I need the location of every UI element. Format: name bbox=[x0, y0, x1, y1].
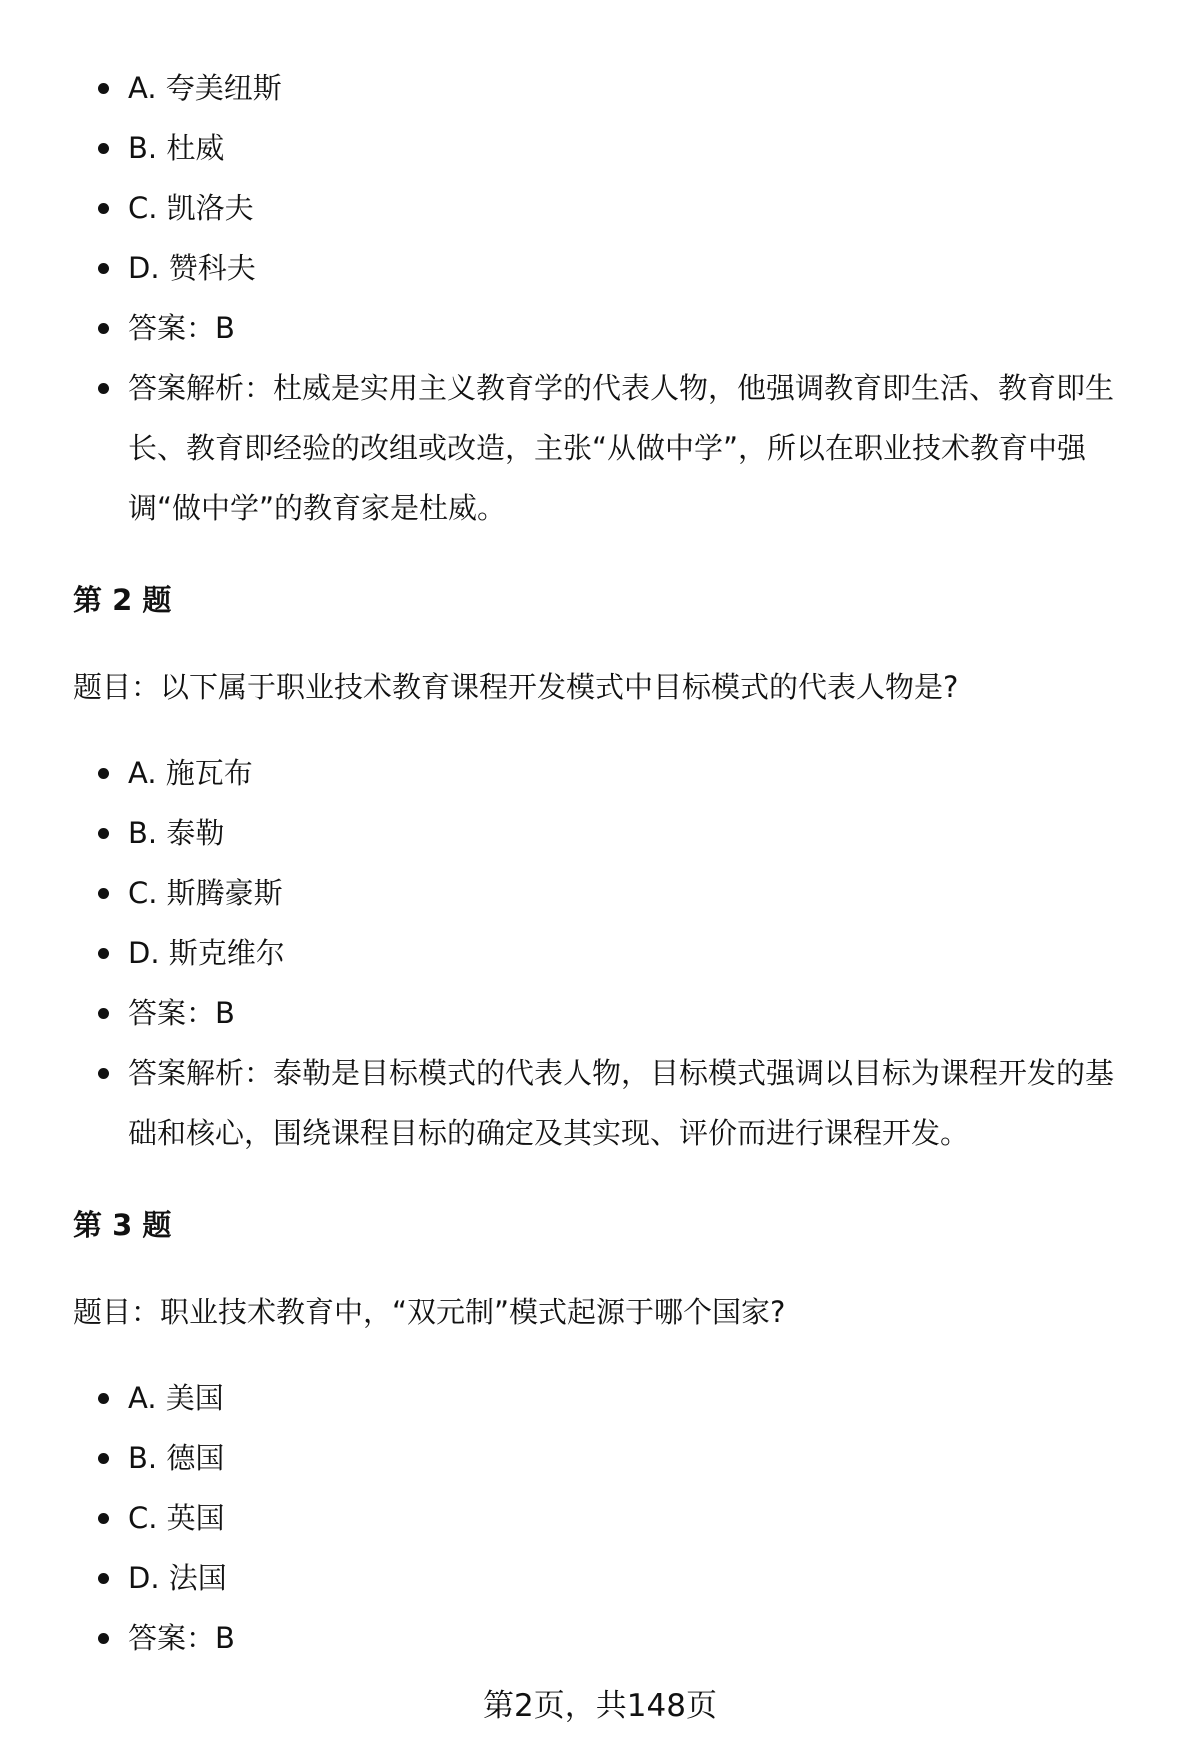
question-1-options bbox=[0, 58, 1200, 538]
option-a: A. 夸美纽斯 bbox=[0, 58, 1200, 118]
answer: 答案：B bbox=[0, 298, 1200, 358]
answer-explanation: 答案解析：泰勒是目标模式的代表人物，目标模式强调以目标为课程开发的基础和核心，围绕课程目标的确定及其实现、评价而进行课程开发。 bbox=[0, 1043, 1200, 1163]
option-a: A. 施瓦布 bbox=[0, 743, 1200, 803]
question-2-options bbox=[0, 743, 1200, 1163]
option-d: D. 斯克维尔 bbox=[0, 923, 1200, 983]
answer: 答案：B bbox=[0, 983, 1200, 1043]
option-a: A. 美国 bbox=[0, 1368, 1200, 1428]
question-2-heading: 第 2 题 bbox=[73, 583, 172, 617]
question-2-text: 题目：以下属于职业技术教育课程开发模式中目标模式的代表人物是? bbox=[73, 670, 959, 704]
question-3-heading: 第 3 题 bbox=[73, 1208, 172, 1242]
question-3-text: 题目：职业技术教育中，“双元制”模式起源于哪个国家? bbox=[73, 1295, 786, 1329]
option-b: B. 德国 bbox=[0, 1428, 1200, 1488]
option-b: B. 泰勒 bbox=[0, 803, 1200, 863]
page-number-footer: 第2页，共148页 bbox=[483, 1688, 717, 1724]
option-d: D. 赞科夫 bbox=[0, 238, 1200, 298]
option-d: D. 法国 bbox=[0, 1548, 1200, 1608]
question-3-options bbox=[0, 1368, 1200, 1668]
option-c: C. 斯腾豪斯 bbox=[0, 863, 1200, 923]
answer-explanation: 答案解析：杜威是实用主义教育学的代表人物，他强调教育即生活、教育即生长、教育即经验的改组或改造，主张“从做中学”，所以在职业技术教育中强调“做中学”的教育家是杜威。 bbox=[0, 358, 1200, 538]
option-c: C. 凯洛夫 bbox=[0, 178, 1200, 238]
answer: 答案：B bbox=[0, 1608, 1200, 1668]
option-c: C. 英国 bbox=[0, 1488, 1200, 1548]
option-b: B. 杜威 bbox=[0, 118, 1200, 178]
